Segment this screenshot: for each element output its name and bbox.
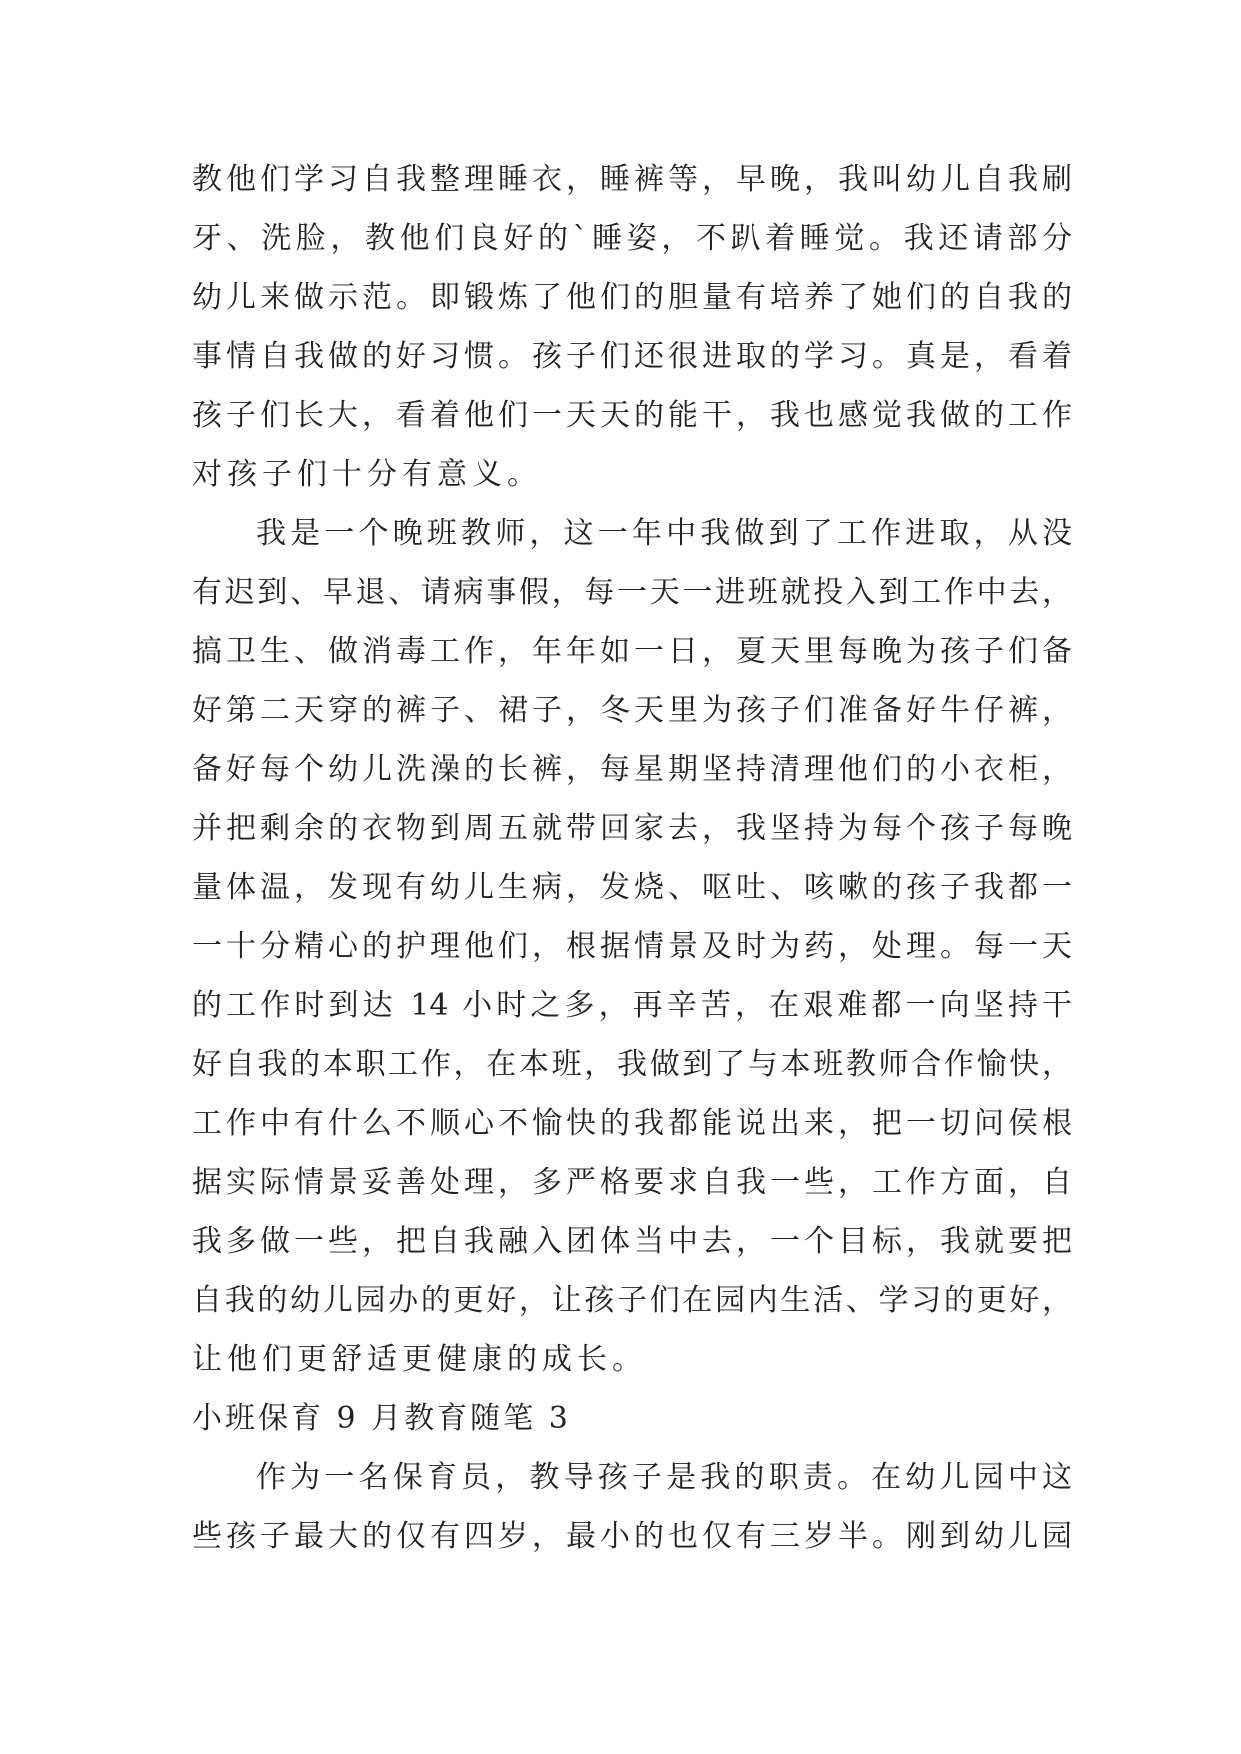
paragraph-3 <box>192 1448 1072 1566</box>
text-line: 一十分精心的护理他们，根据情景及时为药，处理。每一天 <box>192 929 1072 964</box>
text-line: 工作中有什么不顺心不愉快的我都能说出来，把一切问侯根 <box>192 1106 1072 1141</box>
text-line: 对孩子们十分有意义。 <box>192 457 542 492</box>
text-line: 自我的幼儿园办的更好，让孩子们在园内生活、学习的更好， <box>192 1283 1072 1318</box>
text-line: 的工作时到达 14 小时之多，再辛苦，在艰难都一向坚持干 <box>192 988 1072 1023</box>
text-line: 作为一名保育员，教导孩子是我的职责。在幼儿园中这 <box>256 1460 1072 1495</box>
text-line: 教他们学习自我整理睡衣，睡裤等，早晚，我叫幼儿自我刷 <box>192 162 1072 197</box>
text-line: 量体温，发现有幼儿生病，发烧、呕吐、咳嗽的孩子我都一 <box>192 870 1072 905</box>
text-line: 搞卫生、做消毒工作，年年如一日，夏天里每晚为孩子们备 <box>192 634 1072 669</box>
text-line: 有迟到、早退、请病事假，每一天一进班就投入到工作中去， <box>192 575 1072 610</box>
paragraph-1 <box>192 150 1072 504</box>
text-line: 孩子们长大，看着他们一天天的能干，我也感觉我做的工作 <box>192 398 1072 433</box>
section-heading: 小班保育 9 月教育随笔 3 <box>192 1401 571 1436</box>
text-line: 幼儿来做示范。即锻炼了他们的胆量有培养了她们的自我的 <box>192 280 1072 315</box>
text-line: 我是一个晚班教师，这一年中我做到了工作进取，从没 <box>256 516 1072 551</box>
text-line: 牙、洗脸，教他们良好的`睡姿，不趴着睡觉。我还请部分 <box>192 221 1072 256</box>
text-line: 些孩子最大的仅有四岁，最小的也仅有三岁半。刚到幼儿园 <box>192 1519 1072 1554</box>
text-line: 我多做一些，把自我融入团体当中去，一个目标，我就要把 <box>192 1224 1072 1259</box>
document-body <box>192 150 1072 1566</box>
text-line: 事情自我做的好习惯。孩子们还很进取的学习。真是，看着 <box>192 339 1072 374</box>
paragraph-2 <box>192 504 1072 1389</box>
text-line: 并把剩余的衣物到周五就带回家去，我坚持为每个孩子每晚 <box>192 811 1072 846</box>
text-line: 据实际情景妥善处理，多严格要求自我一些，工作方面，自 <box>192 1165 1072 1200</box>
text-line: 让他们更舒适更健康的成长。 <box>192 1342 647 1377</box>
text-line: 好自我的本职工作，在本班，我做到了与本班教师合作愉快， <box>192 1047 1072 1082</box>
text-line: 好第二天穿的裤子、裙子，冬天里为孩子们准备好牛仔裤， <box>192 693 1072 728</box>
text-line: 备好每个幼儿洗澡的长裤，每星期坚持清理他们的小衣柜， <box>192 752 1072 787</box>
